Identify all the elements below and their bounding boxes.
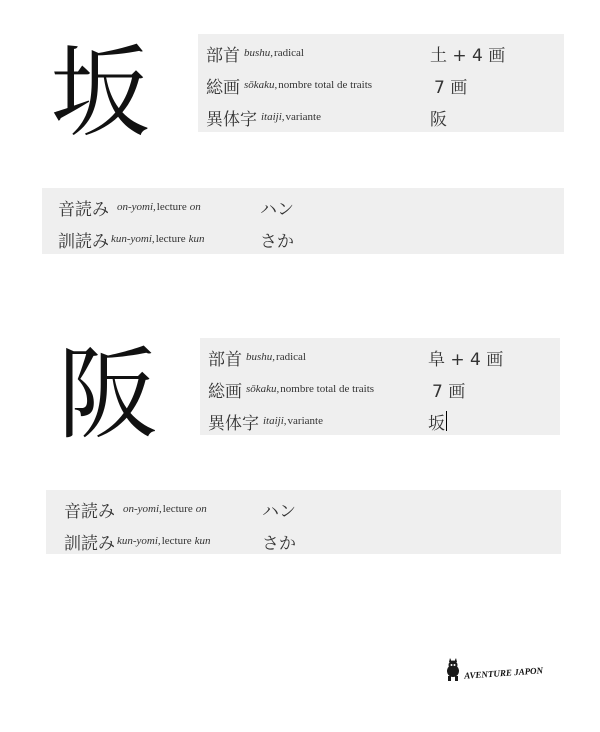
readings-box-2: [46, 490, 561, 554]
on-yomi-french: lecture: [162, 503, 193, 515]
bushu-french: radical: [276, 351, 306, 363]
bushu-label: 部首: [206, 45, 240, 66]
readings-box-1: [42, 188, 564, 254]
main-kanji-2: 阪: [58, 336, 158, 453]
sokaku-label: 総画: [206, 77, 240, 98]
itaiji-romaji: itaiji,: [261, 111, 285, 123]
itaiji-value: 阪: [430, 109, 447, 130]
aventure-japon-logo: [444, 658, 554, 684]
bushu-romaji: bushu,: [246, 351, 276, 363]
kun-yomi-value: さか: [262, 533, 296, 554]
on-yomi-label: 音読み: [58, 199, 109, 220]
sokaku-row: [208, 374, 374, 404]
sokaku-row: [206, 70, 372, 100]
mascot-icon: [447, 658, 459, 681]
kun-yomi-romaji: kun-yomi,: [111, 233, 155, 245]
kun-yomi-romaji: kun-yomi,: [117, 535, 161, 547]
info-box-1: [198, 34, 564, 132]
sokaku-french: nombre total de traits: [278, 79, 373, 91]
on-yomi-romaji: on-yomi,: [117, 201, 156, 213]
sokaku-value: 7 画: [434, 77, 468, 98]
sokaku-french: nombre total de traits: [280, 383, 375, 395]
kun-yomi-french-term: kun: [188, 233, 205, 245]
on-yomi-value: ハン: [262, 501, 296, 522]
itaiji-french: variante: [287, 415, 323, 427]
sokaku-romaji: sōkaku,: [246, 383, 280, 395]
main-kanji-1: 坂: [50, 34, 150, 151]
itaiji-label: 異体字: [208, 413, 259, 434]
sokaku-romaji: sōkaku,: [244, 79, 278, 91]
on-yomi-label: 音読み: [64, 501, 115, 522]
on-yomi-french-term: on: [195, 503, 207, 515]
bushu-french: radical: [274, 47, 304, 59]
info-box-2: [200, 338, 560, 435]
kun-yomi-label: 訓読み: [64, 533, 115, 554]
kun-yomi-french-term: kun: [194, 535, 211, 547]
bushu-row: [206, 38, 304, 68]
kun-yomi-row: [64, 526, 211, 556]
text-cursor: [446, 411, 447, 431]
sokaku-label: 総画: [208, 381, 242, 402]
on-yomi-french: lecture: [156, 201, 187, 213]
bushu-label: 部首: [208, 349, 242, 370]
on-yomi-row: [64, 494, 207, 524]
itaiji-row: [208, 406, 323, 436]
on-yomi-romaji: on-yomi,: [123, 503, 162, 515]
bushu-romaji: bushu,: [244, 47, 274, 59]
on-yomi-row: [58, 192, 201, 222]
itaiji-label: 異体字: [206, 109, 257, 130]
kun-yomi-french: lecture: [161, 535, 192, 547]
on-yomi-value: ハン: [260, 199, 294, 220]
bushu-value: 土 + 4 画: [430, 45, 506, 66]
logo-text: AVENTURE JAPON: [463, 665, 544, 681]
bushu-value: 阜 + 4 画: [428, 349, 504, 370]
kun-yomi-french: lecture: [155, 233, 186, 245]
itaiji-value-field[interactable]: [428, 406, 447, 436]
itaiji-french: variante: [285, 111, 321, 123]
itaiji-value: 坂: [428, 413, 445, 434]
bushu-row: [208, 342, 306, 372]
kun-yomi-value: さか: [260, 231, 294, 252]
kun-yomi-row: [58, 224, 205, 254]
sokaku-value: 7 画: [432, 381, 466, 402]
itaiji-romaji: itaiji,: [263, 415, 287, 427]
on-yomi-french-term: on: [189, 201, 201, 213]
itaiji-row: [206, 102, 321, 132]
kun-yomi-label: 訓読み: [58, 231, 109, 252]
